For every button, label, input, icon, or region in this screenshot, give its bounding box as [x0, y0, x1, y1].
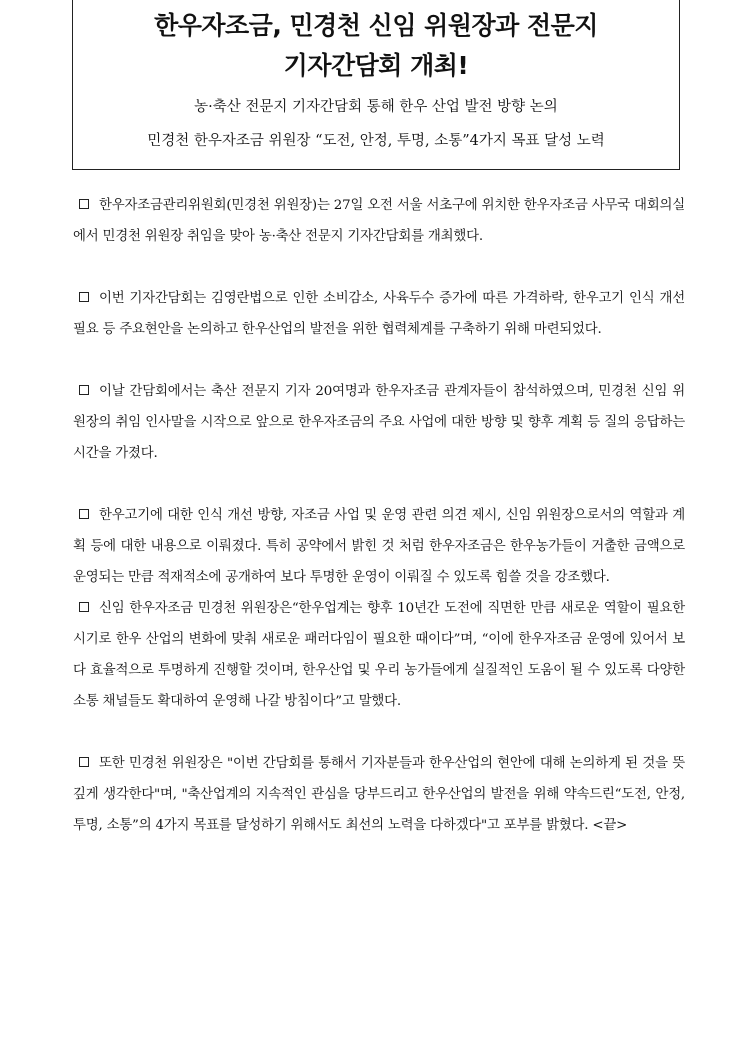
paragraph-text: 이날 간담회에서는 축산 전문지 기자 20여명과 한우자조금 관계자들이 참석하였으며, 민경천 신임 위원장의 취임 인사말을 시작으로 앞으로 한우자조금의 주요 사업에 대한 방향 및 향후 계획 등 질의 응답하는 시간을 가졌다. — [73, 384, 685, 461]
article-body — [73, 190, 685, 841]
paragraph-text: 또한 민경천 위원장은 "이번 간담회를 통해서 기자분들과 한우산업의 현안에 대해 논의하게 된 것을 뜻 깊게 생각한다"며, "축산업계의 지속적인 관심을 당부드리고 한우산업의 발전을 위해 약속드린“도전, 안정, 투명, 소통”의 4가지 목표를 달성하기 위해서도 최선의 노력을 다하겠다"고 포부를 밝혔다. <끝> — [73, 756, 685, 833]
subheadline-line-1: 농·축산 전문지 기자간담회 통해 한우 산업 발전 방향 논의 — [194, 99, 558, 115]
paragraph-text: 한우자조금관리위원회(민경천 위원장)는 27일 오전 서울 서초구에 위치한 한우자조금 사무국 대회의실에서 민경천 위원장 취임을 맞아 농·축산 전문지 기자간담회를 개최했다. — [73, 198, 685, 244]
square-bullet-icon — [79, 199, 89, 209]
article-paragraph — [73, 376, 685, 469]
square-bullet-icon — [79, 385, 89, 395]
square-bullet-icon — [79, 292, 89, 302]
article-paragraph — [73, 500, 685, 593]
headline-title-line-2: 기자간담회 개최! — [283, 51, 469, 80]
square-bullet-icon — [79, 757, 89, 767]
subheadline-line-2: 민경천 한우자조금 위원장 “도전, 안정, 투명, 소통”4가지 목표 달성 노력 — [147, 133, 605, 149]
square-bullet-icon — [79, 509, 89, 519]
headline-box — [72, 0, 680, 170]
paragraph-text: 한우고기에 대한 인식 개선 방향, 자조금 사업 및 운영 관련 의견 제시, 신임 위원장으로서의 역할과 계획 등에 대한 내용으로 이뤄졌다. 특히 공약에서 밝힌 것 처럼 한우자조금은 한우농가들이 거출한 금액으로 운영되는 만큼 적재적소에 공개하여 보다 투명한 운영이 이뤄질 수 있도록 힘쓸 것을 강조했다. — [73, 508, 685, 585]
article-paragraph — [73, 283, 685, 345]
article-paragraph — [73, 593, 685, 717]
square-bullet-icon — [79, 602, 89, 612]
article-paragraph — [73, 190, 685, 252]
paragraph-text: 이번 기자간담회는 김영란법으로 인한 소비감소, 사육두수 증가에 따른 가격하락, 한우고기 인식 개선 필요 등 주요현안을 논의하고 한우산업의 발전을 위한 협력체계를 구축하기 위해 마련되었다. — [73, 291, 685, 337]
article-paragraph — [73, 748, 685, 841]
paragraph-text: 신임 한우자조금 민경천 위원장은“한우업계는 향후 10년간 도전에 직면한 만큼 새로운 역할이 필요한 시기로 한우 산업의 변화에 맞춰 새로운 패러다임이 필요한 때이다”며, “이에 한우자조금 운영에 있어서 보다 효율적으로 투명하게 진행할 것이며, 한우산업 및 우리 농가들에게 실질적인 도움이 될 수 있도록 다양한 소통 채널들도 확대하여 운영해 나갈 방침이다”고 말했다. — [73, 601, 685, 709]
headline-title-line-1: 한우자조금, 민경천 신임 위원장과 전문지 — [154, 11, 598, 40]
